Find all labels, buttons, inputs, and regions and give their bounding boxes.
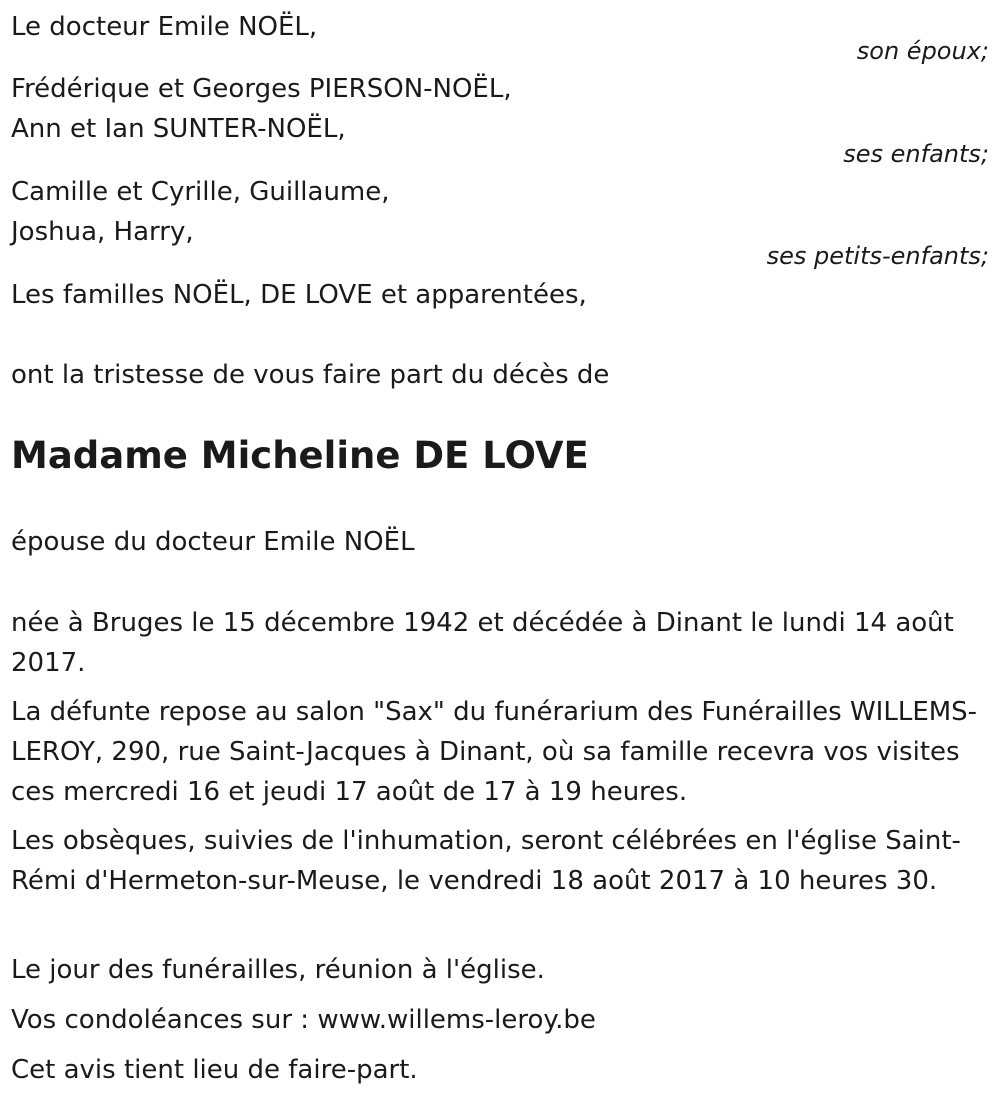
children-line-2: Ann et Ian SUNTER-NOËL, [11, 114, 346, 144]
families-line: Les familles NOËL, DE LOVE et apparentées, [11, 280, 587, 310]
announcement: ont la tristesse de vous faire part du décès de [11, 360, 610, 390]
funeral-paragraph: Les obsèques, suivies de l'inhumation, seront célébrées en l'église Saint-Rémi d'Hermeton-sur-Meuse, le vendredi 18 août 2017 à 10 heures 30. [11, 826, 961, 896]
children-role: ses enfants; [843, 140, 989, 168]
grandchildren-line-1: Camille et Cyrille, Guillaume, [11, 177, 390, 207]
spouse-of: épouse du docteur Emile NOËL [11, 527, 415, 557]
deceased-name: Madame Micheline DE LOVE [11, 434, 589, 477]
birth-death-paragraph: née à Bruges le 15 décembre 1942 et décédée à Dinant le lundi 14 août 2017. [11, 608, 954, 678]
condolences-paragraph: Vos condoléances sur : www.willems-leroy.be [11, 1005, 596, 1035]
children-line-1: Frédérique et Georges PIERSON-NOËL, [11, 74, 512, 104]
spouse-name: Le docteur Emile NOËL, [11, 12, 318, 42]
visitation-paragraph: La défunte repose au salon "Sax" du funérarium des Funérailles WILLEMS-LEROY, 290, rue Saint-Jacques à Dinant, où sa famille recevra vos visites ces mercredi 16 et jeudi 17 août de 17 à 19 heures. [11, 697, 978, 807]
spouse-role: son époux; [856, 37, 989, 65]
gathering-paragraph: Le jour des funérailles, réunion à l'église. [11, 955, 545, 985]
grandchildren-role: ses petits-enfants; [766, 242, 989, 270]
notice-paragraph: Cet avis tient lieu de faire-part. [11, 1055, 418, 1085]
grandchildren-line-2: Joshua, Harry, [11, 217, 194, 247]
